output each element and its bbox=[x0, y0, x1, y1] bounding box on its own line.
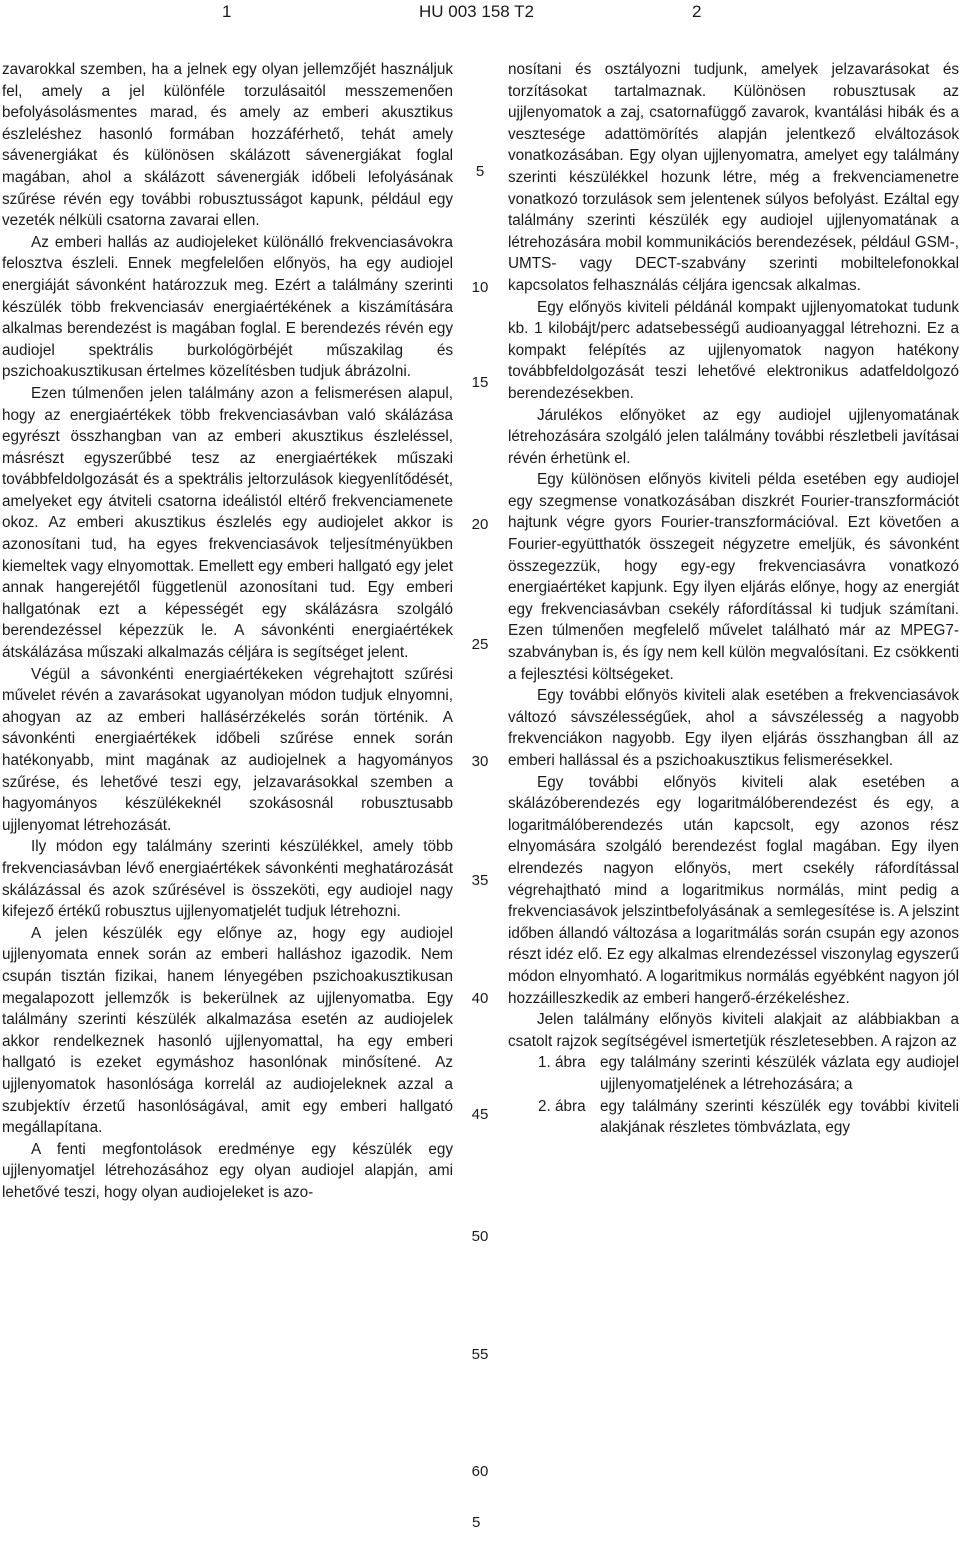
paragraph: Ezen túlmenően jelen találmány azon a felismerésen alapul, hogy az energiaértékek több frekvenciasávban való skálázása egyrészt összhangban van az emberi akusztikus észleléssel, másrészt egyszerűbbé tesz az energiaértékek műszaki továbbfeldolgozását és a spektrális jeltorzulások kiegyenlítődését, amelyeket egy átviteli csatorna ideálistól eltérő frekvenciamenete okoz. Az emberi akusztikus észlelés egy audiojelet akkor is azonosítani tud, ha egyes frekvenciasávok teljesítményükben kiemeltek vagy elnyomottak. Emellett egy emberi hallgató egy jelet annak hangerejétől függetlenül azonosítani tud. Egy emberi hallgatónak ezt a képességét egy skálázásra szolgáló berendezéssel képezzük le. A sávonkénti energiaértékek átskálázása műszaki alkalmazás céljára is segítséget jelent. bbox=[2, 384, 453, 662]
figure-list-item bbox=[508, 1096, 959, 1139]
line-number: 35 bbox=[471, 872, 489, 889]
figure-list-item bbox=[508, 1052, 959, 1095]
line-number: 15 bbox=[471, 374, 489, 391]
page-header bbox=[0, 0, 960, 26]
line-number: 20 bbox=[471, 516, 489, 533]
paragraph: Az emberi hallás az audiojeleket különálló frekvenciasávokra felosztva észleli. Ennek megfelelően előnyös, ha egy audiojel energiáját sávonként határozzuk meg. Ezért a találmány szerinti készülék több frekvenciasáv energiaértékének a kiszámítására alkalmas berendezést is magában foglal. E berendezés révén egy audiojel spektrális burkológörbéjét műszakilag és pszichoakusztikusan értelmes közelítésben tudjuk ábrázolni. bbox=[2, 233, 453, 381]
line-number: 10 bbox=[471, 279, 489, 296]
paragraph: Végül a sávonkénti energiaértékeken végrehajtott szűrési művelet révén a zavarásokat ugyanolyan módon tudjuk elnyomni, ahogyan az az emberi hallásérzékelés során történik. A sávonkénti energiaértékek időbeli szűrése ennek során hatékonyabb, mint magának az audiojelnek a hagyományos szűrése, és lehetővé teszi egy, jelzavarásokkal szemben a hagyományos készülékeknél szokásosnál robusztusabb ujjlenyomat létrehozását. bbox=[2, 665, 453, 834]
paragraph: Egy előnyös kiviteli példánál kompakt ujjlenyomatokat tudunk kb. 1 kilobájt/perc adatsebességű audioanyaggal létrehozni. Ez a kompakt felépítés az ujjlenyomatok nagyon hatékony továbbfeldolgozását teszi lehetővé elektronikus adatfeldolgozó berendezésekben. bbox=[508, 298, 959, 402]
paragraph: zavarokkal szemben, ha a jelnek egy olyan jellemzőjét használjuk fel, amely a jel különféle torzulásaitól messzemenően befolyásolásmentes marad, és amely az emberi akusztikus észleléshez hasonló formában hozzáférhető, tehát amely sávenergiákat és különösen skálázott sávenergiákat foglal magában, ahol a skálázott sávenergiák időbeli lefolyásának szűrése révén egy további robusztusságot kapunk, például egy vezeték nélküli csatorna zavarai ellen. bbox=[2, 61, 453, 230]
line-number: 60 bbox=[471, 1463, 489, 1480]
line-number: 25 bbox=[471, 636, 489, 653]
paragraph: Egy további előnyös kiviteli alak esetében a frekvenciasávok változó sávszélességűek, ahol a sávszélesség a nagyobb frekvenciákon nagyobb. Egy ilyen eljárás összhangban áll az emberi hallással és a pszichoakusztikus felismerésekkel. bbox=[508, 687, 959, 769]
paragraph: Egy további előnyös kiviteli alak esetében a skálázóberendezés egy logaritmálóberendezést és egy, a logaritmálóberendezés után kapcsolt, egy azonos rész elnyomására szolgáló berendezést foglal magában. Egy ilyen elrendezés nagyon előnyös, mert csekély ráfordítással végrehajtható mind a logaritmikus normálás, mint pedig a frekvenciasávok jelszintbefolyásának a semlegesítése is. A jelszint időben állandó változása a logaritmálás során csupán egy azonos részt idéz elő. Ez egy alkalmas elrendezéssel viszonylag egyszerű módon elnyomható. A logaritmikus normálás egyébként nagyon jól hozzáilleszkedik az emberi hangerő-érzékeléshez. bbox=[508, 773, 959, 1007]
paragraph: A fenti megfontolások eredménye egy készülék egy ujjlenyomatjel létrehozásához egy olyan audiojel alapján, ami lehetővé teszi, hogy olyan audiojeleket is azo- bbox=[2, 1140, 453, 1201]
paragraph: nosítani és osztályozni tudjunk, amelyek jelzavarásokat és torzításokat tartalmaznak. Különösen robusztusak az ujjlenyomatok a zaj, csatornafüggő zavarok, kvantálási hibák és a vesztesége adattömörítés alapján jelentkező elváltozások vonatkozásában. Egy olyan ujjlenyomatra, amelyet egy találmány szerinti készülékkel hozunk létre, még a frekvenciamenetre vonatkozó torzulások sem jelentenek súlyos befolyást. Ezáltal egy találmány szerinti készülék egy audiojel ujjlenyomatának a létrehozására mobil kommunikációs berendezések, például GSM-, UMTS- vagy DECT-szabvány szerinti mobiltelefonokkal kapcsolatos felhasználás céljára igencsak alkalmas. bbox=[508, 61, 959, 294]
line-number: 5 bbox=[475, 163, 485, 180]
right-column-number: 2 bbox=[692, 2, 702, 21]
paragraph: Jelen találmány előnyös kiviteli alakjait az alábbiakban a csatolt rajzok segítségével ismertetjük részletesebben. A rajzon az bbox=[508, 1011, 959, 1050]
figure-description: egy találmány szerinti készülék vázlata egy audiojel ujjlenyomatjelének a létrehozására; a bbox=[600, 1054, 959, 1093]
document-number: HU 003 158 T2 bbox=[419, 2, 534, 21]
line-number: 55 bbox=[471, 1346, 489, 1363]
left-column bbox=[2, 59, 453, 1203]
line-number: 50 bbox=[471, 1228, 489, 1245]
left-column-number: 1 bbox=[222, 2, 232, 21]
paragraph: Járulékos előnyöket az egy audiojel ujjlenyomatának létrehozására szolgáló jelen találmány további részletbeli javításai révén érhetünk el. bbox=[508, 406, 959, 467]
figure-description: egy találmány szerinti készülék egy további kiviteli alakjának részletes tömbvázlata, egy bbox=[600, 1097, 959, 1137]
figure-number: 2. ábra bbox=[538, 1097, 586, 1115]
paragraph: Egy különösen előnyös kiviteli példa esetében egy audiojel egy szegmense vonatkozásában diszkrét Fourier-transzformációt hajtunk végre gyors Fourier-transzformációval. Ezt követően a Fourier-együtthatók összegeit négyzetre emeljük, és sávonként összegezzük, hogy egy-egy frekvenciasávra vonatkozó energiaértéket kapjunk. Egy ilyen eljárás előnye, hogy az energiát egy frekvenciasávban csekély ráfordítással ki tudjuk számítani. Ezen túlmenően megfelelő művelet található már az MPEG7-szabványban is, és így nem kell külön megvalósítani. Ez csökkenti a fejlesztési költségeket. bbox=[508, 471, 959, 683]
line-number: 40 bbox=[471, 990, 489, 1007]
paragraph: Ily módon egy találmány szerinti készülékkel, amely több frekvenciasávban lévő energiaértékek sávonkénti meghatározását skálázással és azok szűrésével is összeköti, egy audiojel nagy kifejező értékű robusztus ujjlenyomatjelét tudjuk létrehozni. bbox=[2, 838, 453, 921]
right-column bbox=[508, 59, 959, 1139]
line-number: 30 bbox=[471, 753, 489, 770]
line-number: 45 bbox=[471, 1106, 489, 1123]
figure-number: 1. ábra bbox=[538, 1054, 586, 1072]
page-number: 5 bbox=[472, 1514, 481, 1531]
paragraph: A jelen készülék egy előnye az, hogy egy audiojel ujjlenyomata ennek során az emberi halláshoz igazodik. Nem csupán tisztán fizikai, hanem lényegében pszichoakusztikusan megalapozott jellemzők is bekerülnek az ujjlenyomatba. Egy találmány szerinti készülék alkalmazása esetén az audiojelek akkor rendelkeznek hasonló ujjlenyomattal, ha egy emberi hallgató is ezeket egymáshoz hasonlónak minősítené. Az ujjlenyomatok hasonlósága korrelál az audiojeleknek azzal a szubjektív érzetű hasonlóságával, amit egy emberi hallgató megállapítana. bbox=[2, 924, 453, 1137]
